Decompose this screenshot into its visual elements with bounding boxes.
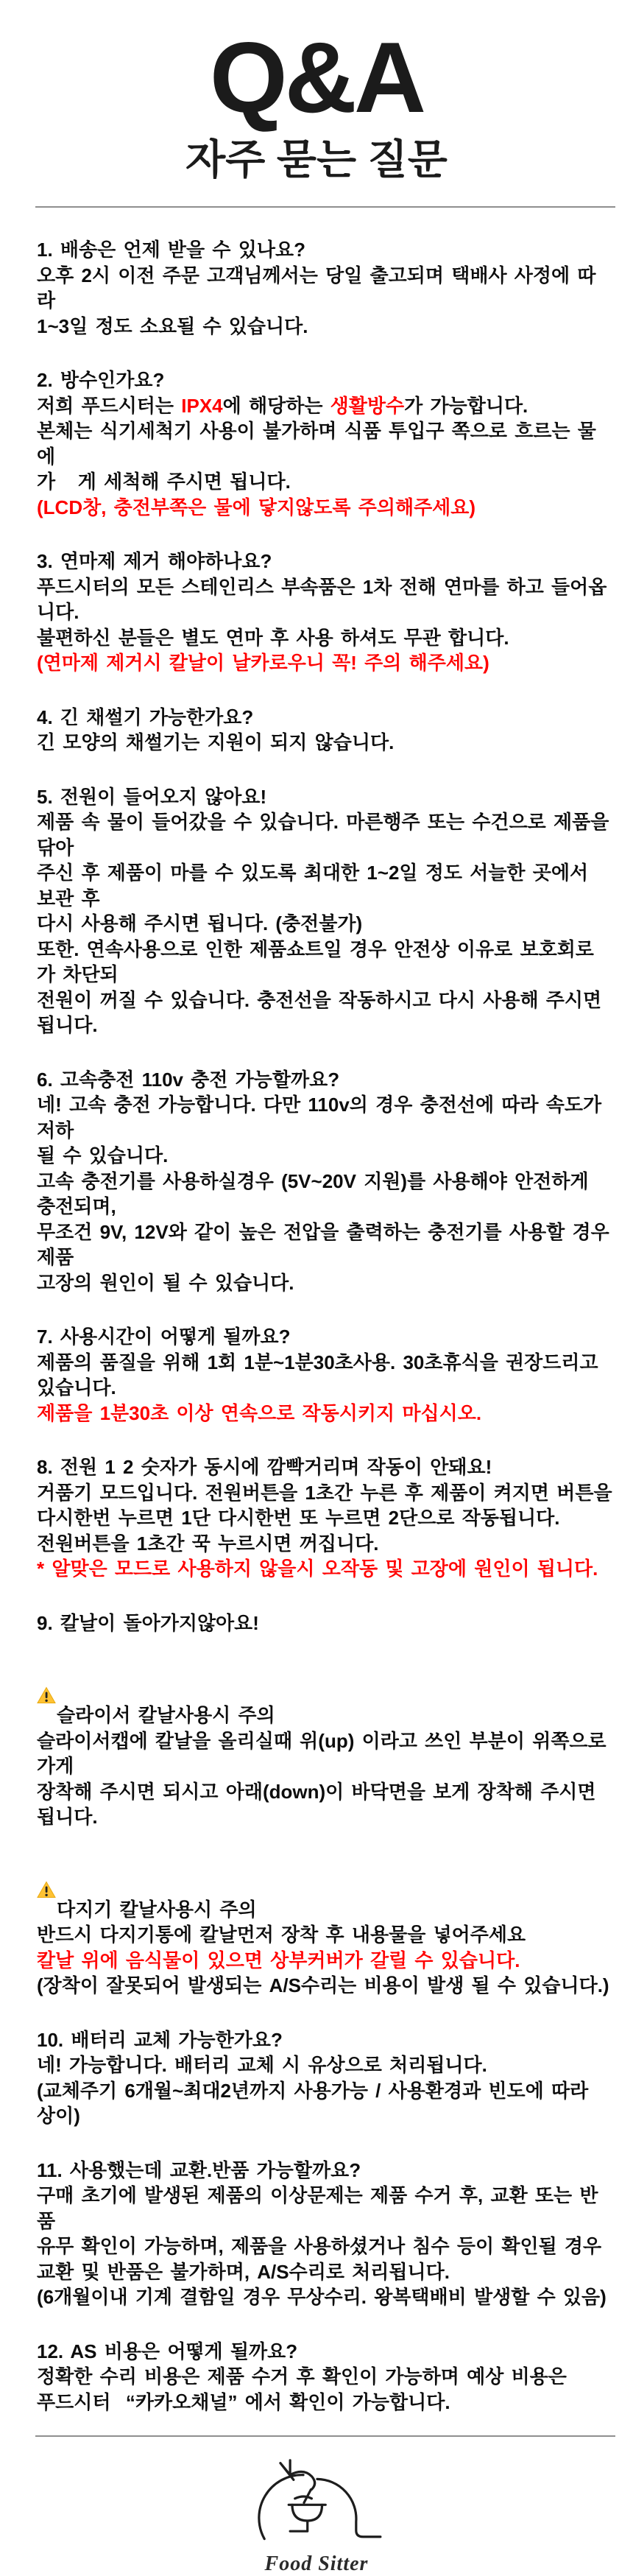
header <box>0 0 633 181</box>
answer-text: (6개월이내 기계 결함일 경우 무상수리. 왕복택배비 발생할 수 있음) <box>37 2286 607 2309</box>
page-subtitle: 자주 묻는 질문 <box>185 136 448 183</box>
warning-icon <box>37 1636 56 1653</box>
answer-text-red: 제품을 1분30초 이상 연속으로 작동시키지 마십시오. <box>37 1401 482 1424</box>
qa-section-7 <box>37 1324 612 1426</box>
qa-section-3 <box>37 549 612 676</box>
answer-text: 다시한번 누르면 1단 다시한번 또 누르면 2단으로 작동됩니다. <box>37 1507 560 1530</box>
answer-line <box>37 2078 612 2129</box>
question-text: 2. 방수인가요? <box>37 369 165 392</box>
answer-text: 유무 확인이 가능하며, 제품을 사용하셨거나 침수 등이 확인될 경우 <box>37 2235 602 2258</box>
question-text: 6. 고속충전 110v 충전 가능할까요? <box>37 1068 340 1091</box>
answer-text-red: * 알맞은 모드로 사용하지 않을시 오작동 및 고장에 원인이 됩니다. <box>37 1558 598 1580</box>
answer-line <box>37 1220 617 1270</box>
answer-text: (교체주기 6개월~최대2년까지 사용가능 / 사용환경과 빈도에 따라 상이) <box>37 2079 596 2128</box>
answer-text: 반드시 다지기통에 칼날먼저 장착 후 내용물을 넣어주세요 <box>37 1924 526 1946</box>
answer-text: 불편하신 분들은 별도 연마 후 사용 하셔도 무관 합니다. <box>37 626 509 649</box>
qa-section-12 <box>37 2339 612 2415</box>
answer-text: 주신 후 제품이 마를 수 있도록 최대한 1~2일 정도 서늘한 곳에서 보관 후 <box>37 862 596 909</box>
kangaroo-chef-logo-icon <box>250 2459 383 2549</box>
question-text: 10. 배터리 교체 가능한가요? <box>37 2028 283 2051</box>
answer-text: 전원버튼을 1초간 꾹 누르시면 꺼집니다. <box>37 1532 379 1555</box>
answer-text: 거품기 모드입니다. 전원버튼을 1초간 누른 후 제품이 켜지면 버튼을 <box>37 1481 612 1504</box>
answer-text: 네! 고속 충전 가능합니다. 다만 110v의 경우 충전선에 따라 속도가 저하 <box>37 1094 609 1141</box>
answer-text-red: (연마제 제거시 칼날이 날카로우니 꼭! 주의 해주세요) <box>37 652 489 675</box>
answer-text: 네! 가능합니다. 배터리 교체 시 유상으로 처리됩니다. <box>37 2054 487 2077</box>
answer-line <box>37 2364 612 2390</box>
answer-text: 저희 푸드시터는 <box>37 394 182 417</box>
question-text: 11. 사용했는데 교환.반품 가능할까요? <box>37 2158 361 2181</box>
answer-text-red: 칼날 위에 음식물이 있으면 상부커버가 갈릴 수 있습니다. <box>37 1949 520 1971</box>
answer-text-red: 생활방수 <box>330 394 405 417</box>
question-text: 1. 배송은 언제 받을 수 있나요? <box>37 239 305 261</box>
page-title: Q&A <box>209 21 424 133</box>
answer-text: (장착이 잘못되어 발생되는 A/S수리는 비용이 발생 될 수 있습니다.) <box>37 1974 609 1997</box>
answer-line <box>37 2183 612 2234</box>
answer-line <box>37 1092 612 1143</box>
answer-line <box>37 1636 612 1728</box>
answer-text: 긴 모양의 채썰기는 지원이 되지 않습니다. <box>37 731 395 754</box>
answer-line <box>37 2052 612 2078</box>
question-text: 5. 전원이 들어오지 않아요! <box>37 785 267 808</box>
answer-line <box>37 574 612 625</box>
brand-name: Food Sitter <box>264 2552 369 2576</box>
answer-text: 제품 속 물이 들어갔을 수 있습니다. 마른행주 또는 수건으로 제품을 닦아 <box>37 811 617 859</box>
answer-text: 고장의 원인이 될 수 있습니다. <box>37 1271 294 1294</box>
answer-line <box>37 650 612 676</box>
answer-text: 제품의 품질을 위해 1회 1분~1분30초사용. 30초휴식을 권장드리고 있습니다. <box>37 1351 606 1399</box>
answer-line <box>37 730 612 756</box>
answer-line <box>37 1169 612 1220</box>
answer-line <box>37 2284 612 2310</box>
answer-line <box>37 469 612 495</box>
answer-text: 전원이 꺼질 수 있습니다. 충전선을 작동하시고 다시 사용해 주시면 됩니다. <box>37 988 609 1037</box>
answer-line <box>37 1270 612 1296</box>
answer-text: 슬라이서 칼날사용시 주의 <box>57 1704 275 1727</box>
qa-section-8 <box>37 1454 612 1582</box>
answer-text: 정확한 수리 비용은 제품 수거 후 확인이 가능하며 예상 비용은 <box>37 2365 567 2388</box>
answer-line <box>37 263 612 314</box>
answer-line <box>37 1830 612 1923</box>
answer-text: 교환 및 반품은 불가하며, A/S수리로 처리됩니다. <box>37 2260 450 2283</box>
answer-line <box>37 1350 612 1401</box>
answer-text: 에 해당하는 <box>222 394 330 417</box>
answer-line <box>37 1922 612 1948</box>
answer-line <box>37 809 617 860</box>
footer <box>0 2437 633 2576</box>
answer-text: 구매 초기에 발생된 제품의 이상문제는 제품 수거 후, 교환 또는 반품 <box>37 2184 598 2232</box>
answer-text: 가 가능합니다. <box>404 394 528 417</box>
answer-text: 본체는 식기세척기 사용이 불가하며 식품 투입구 쪽으로 흐르는 물에 <box>37 420 596 468</box>
answer-text: 다지기 칼날사용시 주의 <box>57 1898 257 1921</box>
answer-line <box>37 314 612 339</box>
answer-line <box>37 860 612 911</box>
answer-line <box>37 1948 612 1974</box>
answer-line <box>37 1556 612 1582</box>
answer-text: 오후 2시 이전 주문 고객님께서는 당일 출고되며 택배사 사정에 따라 <box>37 264 596 312</box>
answer-text: 될 수 있습니다. <box>37 1144 169 1167</box>
answer-line <box>37 1973 612 1999</box>
qa-list <box>0 208 633 2415</box>
answer-text: 장착해 주시면 되시고 아래(down)이 바닥면을 보게 장착해 주시면 됩니다. <box>37 1780 604 1829</box>
question-text: 7. 사용시간이 어떻게 될까요? <box>37 1326 291 1348</box>
answer-line <box>37 937 612 988</box>
answer-text: 슬라이서캡에 칼날을 올리실때 위(up) 이라고 쓰인 부분이 위쪽으로 가게 <box>37 1729 614 1778</box>
answer-text: 푸드시터의 모든 스테인리스 부속품은 1차 전해 연마를 하고 들어옵니다. <box>37 575 607 624</box>
answer-text: 푸드시터 “카카오채널” 에서 확인이 가능합니다. <box>37 2390 450 2413</box>
qa-section-2 <box>37 367 612 520</box>
answer-text: 무조건 9V, 12V와 같이 높은 전압을 출력하는 충전기를 사용할 경우 제품 <box>37 1220 617 1269</box>
answer-line <box>37 2390 612 2415</box>
answer-line <box>37 393 612 419</box>
question-text: 12. AS 비용은 어떻게 될까요? <box>37 2340 298 2362</box>
qa-section-6 <box>37 1067 617 1296</box>
answer-line <box>37 2234 612 2259</box>
answer-line <box>37 1779 612 1830</box>
qa-section-5 <box>37 784 617 1038</box>
answer-line <box>37 988 612 1038</box>
qa-section-11 <box>37 2158 612 2310</box>
question-text: 8. 전원 1 2 숫자가 동시에 깜빡거리며 작동이 안돼요! <box>37 1456 492 1479</box>
answer-text: 가 게 세척해 주시면 됩니다. <box>37 471 291 493</box>
answer-line <box>37 1728 612 1779</box>
answer-text-red: (LCD창, 충전부쪽은 물에 닿지않도록 주의해주세요) <box>37 496 476 518</box>
question-text: 3. 연마제 제거 해야하나요? <box>37 550 272 573</box>
answer-line <box>37 1401 612 1426</box>
question-text: 4. 긴 채썰기 가능한가요? <box>37 705 254 728</box>
answer-line <box>37 1143 612 1169</box>
answer-line <box>37 418 612 469</box>
answer-text: 다시 사용해 주시면 됩니다. (충전불가) <box>37 912 363 935</box>
answer-text: 고속 충전기를 사용하실경우 (5V~20V 지원)를 사용해야 안전하게 충전되며, <box>37 1169 596 1218</box>
answer-line <box>37 1531 612 1557</box>
answer-line <box>37 1505 612 1531</box>
qa-section-1 <box>37 237 612 339</box>
answer-text-red: IPX4 <box>181 394 223 417</box>
warning-icon <box>37 1830 56 1848</box>
answer-text: 또한. 연속사용으로 인한 제품쇼트일 경우 안전상 이유로 보호회로가 차단되 <box>37 937 594 986</box>
qa-section-10 <box>37 2027 612 2129</box>
answer-line <box>37 1480 612 1506</box>
qa-section-9 <box>37 1611 612 1999</box>
answer-line <box>37 495 612 521</box>
answer-line <box>37 625 612 651</box>
answer-text: 1~3일 정도 소요될 수 있습니다. <box>37 314 308 337</box>
answer-line <box>37 2259 612 2285</box>
answer-line <box>37 911 612 937</box>
question-text: 9. 칼날이 돌아가지않아요! <box>37 1611 259 1634</box>
qa-section-4 <box>37 705 612 756</box>
